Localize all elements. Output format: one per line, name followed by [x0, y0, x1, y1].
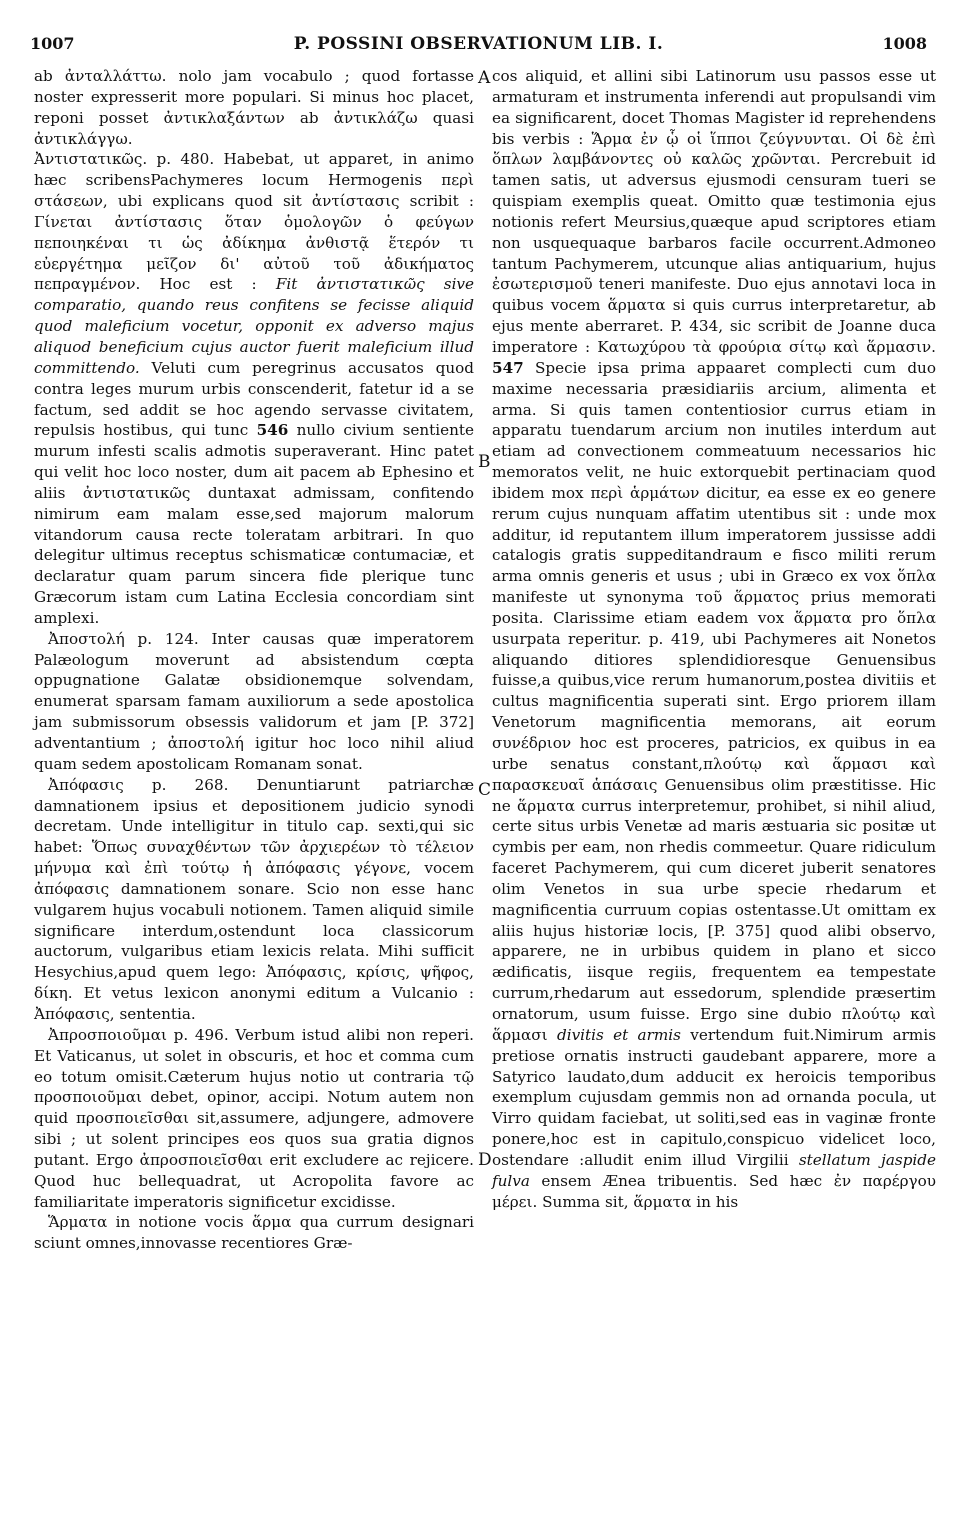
left-column — [34, 66, 474, 1254]
antistatikos-text-2: Veluti cum peregrinus accusatos quod contra leges murum urbis conscenderit, fatetur id a se factum, sed addit se hoc agendo servasse civitatem, repulsis hostibus, qui tunc — [34, 358, 474, 440]
paragraph-harmata-continued — [492, 66, 936, 1212]
paragraph-harmata: Ἅρματα in notione vocis ἅρμα qua currum designari sciunt omnes,innovasse recentiores Græ- — [34, 1213, 474, 1253]
harmata-text-4: ensem Ænea tribuentis. Sed hæc ἐν παρέργου μέρει. Summa sit, ἅρματα in his — [492, 1171, 936, 1211]
harmata-text-3: vertendum fuit.Nimirum armis pretiose ornatis instructi gaudebant apparere, more a Satyrico laudato,dum adducit ex heroicis temporibus exemplum cujusdam gemmis non ad ornanda pocula, ut Virro quidam faciebat, ut soliti,sed eas in vaginæ fronte ponere,hoc est in capitulo,conspicuo videlicet loco, ostendare :alludit enim illud Virgilii — [492, 1025, 936, 1169]
antistatikos-text-3: nullo civium sentiente murum infesti scalis admotis superaverant. Hinc patet qui velit hoc loco noster, dum ait pacem ab Ephesino et aliis ἀντιστατικῶς duntaxat admissam, confitendo nimirum eam malam esse,sed majorum malorum vitandorum causa recte toleratam arbitrari. In quo delegitur ultimus receptus schismaticæ contumaciæ, et declaratur quam parum sincera fide plerique tunc Græcorum istam cum Latina Ecclesia concordiam sint amplexi. — [34, 421, 475, 627]
paragraph-apophasis: Ἀπόφασις p. 268. Denuntiarunt patriarchæ damnationem ipsius et depositionem judicio synodi decretam. Unde intelligitur in titulo cap. sexti,qui sic habet: Ὅπως συναχθέντων τῶν ἀρχιερέων τὸ τέλειον μήνυμα καὶ ἐπὶ τούτῳ ἡ ἀπόφασις γέγονε, vocem ἀπόφασις damnationem sonare. Scio non esse hanc vulgarem hujus vocabuli notionem. Tamen aliquid simile significare interdum,ostendunt loca classicorum auctorum, vulgaribus etiam lexicis relata. Mihi sufficit Hesychius,apud quem lego: Ἀπόφασις, κρίσις, ψῆφος, δίκη. Et vetus lexicon anonymi editum a Vulcanio : Ἀπόφασις, sententia. — [34, 775, 474, 1023]
harmata-italic-2: stellatum jaspide fulva — [492, 1150, 936, 1190]
paragraph-aprospoioumai: Ἀπροσποιοῦμαι p. 496. Verbum istud alibi non reperi. Et Vaticanus, ut solet in obscuris, et hoc et comma cum eo totum omisit.Cæterum hujus notio ut contraria τῷ προσποιοῦμαι debet, opinor, accipi. Notum autem non quid προσποιεῖσθαι sit,assumere, adjungere, admovere sibi ; ut solent principes eos quos sua gratia dignos putant. Ergo ἀπροσποιεῖσθαι erit excludere ac rejicere. Quod huc bellequadrat, ut Acropolita favore ac familiaritate imperatoris significetur excidisse. — [34, 1025, 474, 1211]
section-marker-d: D — [478, 1150, 492, 1170]
section-marker-c: C — [478, 780, 492, 800]
harmata-text-2: Specie ipsa prima appaaret complecti cum duo maxime necessaria præsidiariis arcium, alimenta et arma. Si quis tamen contentiosior currus etiam in apparatu tuendarum arcium non inutiles interdum aut etiam ad convectionem commeatuum necessarios hic memoratos velit, ne huic extorquebit pertinaciam quod ibidem mox περὶ ἁρμάτων dicitur, ea esse ex eo genere rerum cujus nunquam affatim utentibus sit : unde mox additur, id reputantem illum imperatorem jussisse addi catalogis gratis suppeditandraum e fisco militi rerum arma omnis generis et usus ; ubi in Græco ex vox ὅπλα manifeste ut synonyma τοῦ ἅρματος prius memorati posita. Clarissime etiam eadem vox ἅρματα pro ὅπλα usurpata reperitur. p. 419, ubi Pachymeres ait Nonetos aliquando ditiores splendidioresque Genuensibus fuisse,a quibus,vice rerum humanorum,postea divitiis et cultus magnificentia superati sint. Ergo priorem illam Venetorum magnificentia memorans, ait eorum συνέδριον hoc est proceres, patricios, ex quibus in ea urbe senatus constant,πλούτῳ καὶ ἅρμασι καὶ παρασκευαῖ ἁπάσαις Genuensibus olim præstitisse. Hic ne ἅρματα currus interpretemur, prohibet, si nihil aliud, certe situs urbis Venetæ ad maris æstuaria sic positæ ut cymbis per eam, non rhedis commeetur. Quare ridiculum faceret Pachymerem, qui cum diceret juberit senatores olim Venetos in sua urbe specie rhedarum et magnificentia curruum copias ostentasse.Ut omittam ex aliis hujus historiæ locis, [P. 375] quod alibi observo, apparere, ne in urbibus quidem in plano et sicco ædificatis, iisque regiis, frequentem ea tempestate currum,rhedarum aut essedorum, splendide præsertim ornatorum, usum fuisse. Ergo sine dubio πλούτῳ καὶ ἅρμασι — [492, 358, 936, 1044]
paragraph-antistatikos — [34, 149, 474, 628]
page-header — [30, 34, 927, 56]
column-number-546: 546 — [256, 421, 289, 440]
column-number-547: 547 — [492, 358, 524, 377]
section-marker-a: A — [478, 68, 491, 88]
harmata-text-1: cos aliquid, et allini sibi Latinorum usu passos esse ut armaturam et instrumenta inferendi aut propulsandi vim ea significarent, docet Thomas Magister id reprehendens bis verbis : Ἅρμα ἐν ᾧ οἱ ἵπποι ζεύγνυνται. Οἱ δὲ ἐπὶ ὅπλων λαμβάνοντες οὐ καλῶς χρῶνται. Percrebuit id tamen satis, ut adversus ejusmodi censuram tueri se quispiam exemplis queat. Omitto quæ testimonia ejus notionis refert Meursius,quæque apud scriptores etiam non usquequaque barbaros facile occurrent.Admoneo tantum Pachymerem, utcunque alias antiquarium, hujus ἐσωτερισμοῦ teneri manifeste. Duo ejus annotavi loca in quibus vocem ἅρματα si quis currus interpretaretur, ab ejus mente aberraret. P. 434, sic scribit de Joanne duca imperatore : Κατωχύρου τὰ φρούρια σίτῳ καὶ ἅρμασιν. — [492, 67, 936, 356]
paragraph-apostole: Ἀποστολή p. 124. Inter causas quæ imperatorem Palæologum moverunt ad absistendum cœpta oppugnatione Galatæ obsidionemque solvendam, enumerat sparsam famam auxiliorum a sede apostolica jam submissorum obsessis validorum et jam [P. 372] adventantium ; ἀποστολή igitur hoc loco nihil aliud quam sedem apostolicam Romanam sonat. — [34, 629, 474, 773]
paragraph-antallatto: ab ἀνταλλάττω. nolo jam vocabulo ; quod fortasse noster expresserit more populari. Si minus hoc placet, reponi posset ἀντικλαξάντων ab ἀντικλάζω quasi ἀντικλάγγω. — [34, 67, 474, 148]
harmata-italic-1: divitis et armis — [556, 1025, 681, 1044]
left-page-number: 1007 — [30, 34, 75, 53]
section-marker-b: B — [478, 452, 491, 472]
running-title: P. POSSINI OBSERVATIONUM LIB. I. — [293, 34, 664, 54]
right-column — [492, 66, 936, 1212]
antistatikos-text-1: Ἀντιστατικῶς. p. 480. Habebat, ut apparet, in animo hæc scribensPachymeres locum Hermogenis περὶ στάσεων, ubi explicans quod sit ἀντίστασις scribit : Γίνεται ἀντίστασις ὅταν ὁμολογῶν ὁ φεύγων πεποιηκέναι τι ὡς ἀδίκημα ἀνθιστᾷ ἕτερόν τι εὐεργέτημα μεῖζον δι' αὐτοῦ τοῦ ἀδικήματος πεπραγμένον. Hoc est : — [34, 150, 474, 294]
right-page-number: 1008 — [882, 34, 927, 53]
antistatikos-italic: Fit ἀντιστατικῶς sive comparatio, quando reus confitens se fecisse aliquid quod maleficium vocetur, opponit ex adverso majus aliquod beneficium cujus auctor fuerit maleficium illud committendo. — [34, 275, 474, 377]
